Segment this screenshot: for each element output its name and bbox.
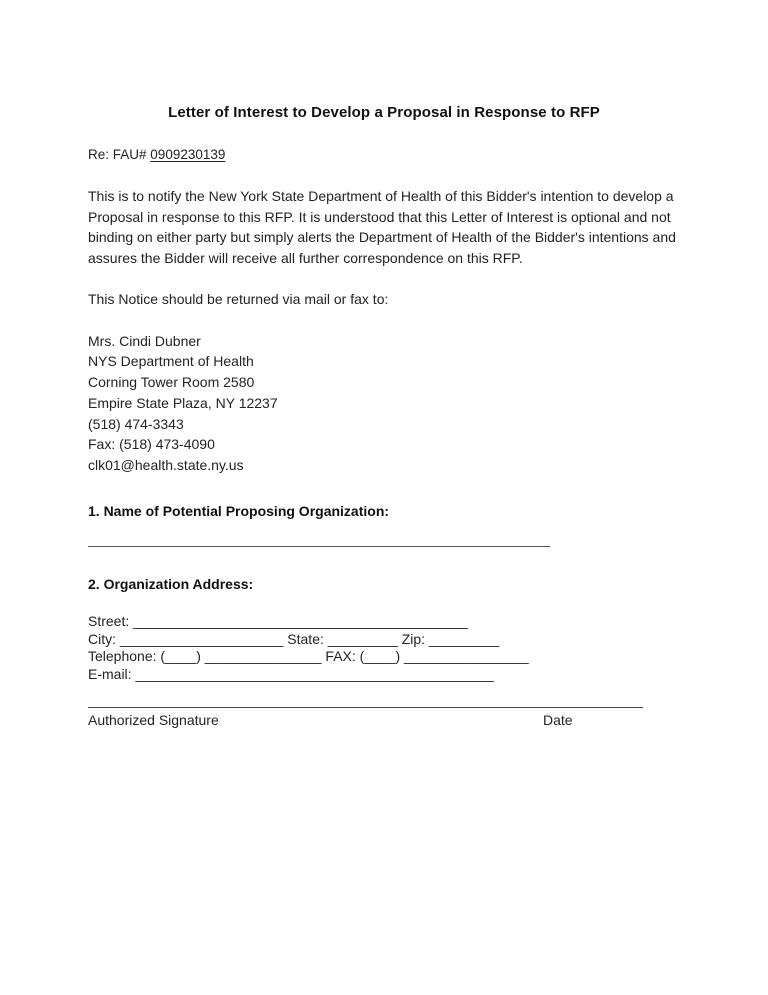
telephone-fax-field[interactable]: Telephone: (____) _______________ FAX: (____) ________________ (88, 648, 529, 665)
organization-name-blank-line[interactable] (88, 546, 550, 547)
street-field[interactable]: Street: ___________________________________________ (88, 613, 468, 630)
signature-labels (88, 711, 680, 731)
address-line-email: clk01@health.state.ny.us (88, 457, 244, 474)
address-line: Fax: (518) 473-4090 (88, 436, 215, 453)
reference-label: Re: FAU# (88, 147, 147, 162)
reference-line (88, 147, 680, 162)
city-state-zip-field[interactable]: City: _____________________ State: _________ Zip: _________ (88, 630, 500, 647)
signature-rule[interactable] (88, 707, 643, 708)
authorized-signature-label: Authorized Signature (88, 712, 219, 729)
address-line: NYS Department of Health (88, 353, 254, 370)
return-address-block (88, 331, 680, 477)
address-line: Mrs. Cindi Dubner (88, 332, 201, 349)
section-2-heading: 2. Organization Address: (88, 576, 254, 593)
address-line: Corning Tower Room 2580 (88, 374, 255, 391)
page-title: Letter of Interest to Develop a Proposal in Response to RFP (168, 104, 600, 121)
reference-number: 0909230139 (150, 147, 226, 162)
organization-address-fields (88, 613, 680, 683)
signature-block (88, 707, 680, 731)
intent-paragraph: This is to notify the New York State Department of Health of this Bidder's intention to develop a Proposal in response to this RFP. It is understood that this Letter of Interest is optional and not binding on either party but simply alerts the Department of Health of the Bidder's intentions and assures the Bidder will receive all further correspondence on this RFP. (88, 188, 676, 266)
address-line: (518) 474-3343 (88, 415, 184, 432)
section-1-heading: 1. Name of Potential Proposing Organization: (88, 503, 390, 520)
date-label: Date (543, 712, 573, 729)
return-notice: This Notice should be returned via mail or fax to: (88, 291, 389, 307)
document-content (88, 100, 680, 731)
address-line: Empire State Plaza, NY 12237 (88, 394, 278, 411)
email-field[interactable]: E-mail: ______________________________________________ (88, 665, 494, 682)
